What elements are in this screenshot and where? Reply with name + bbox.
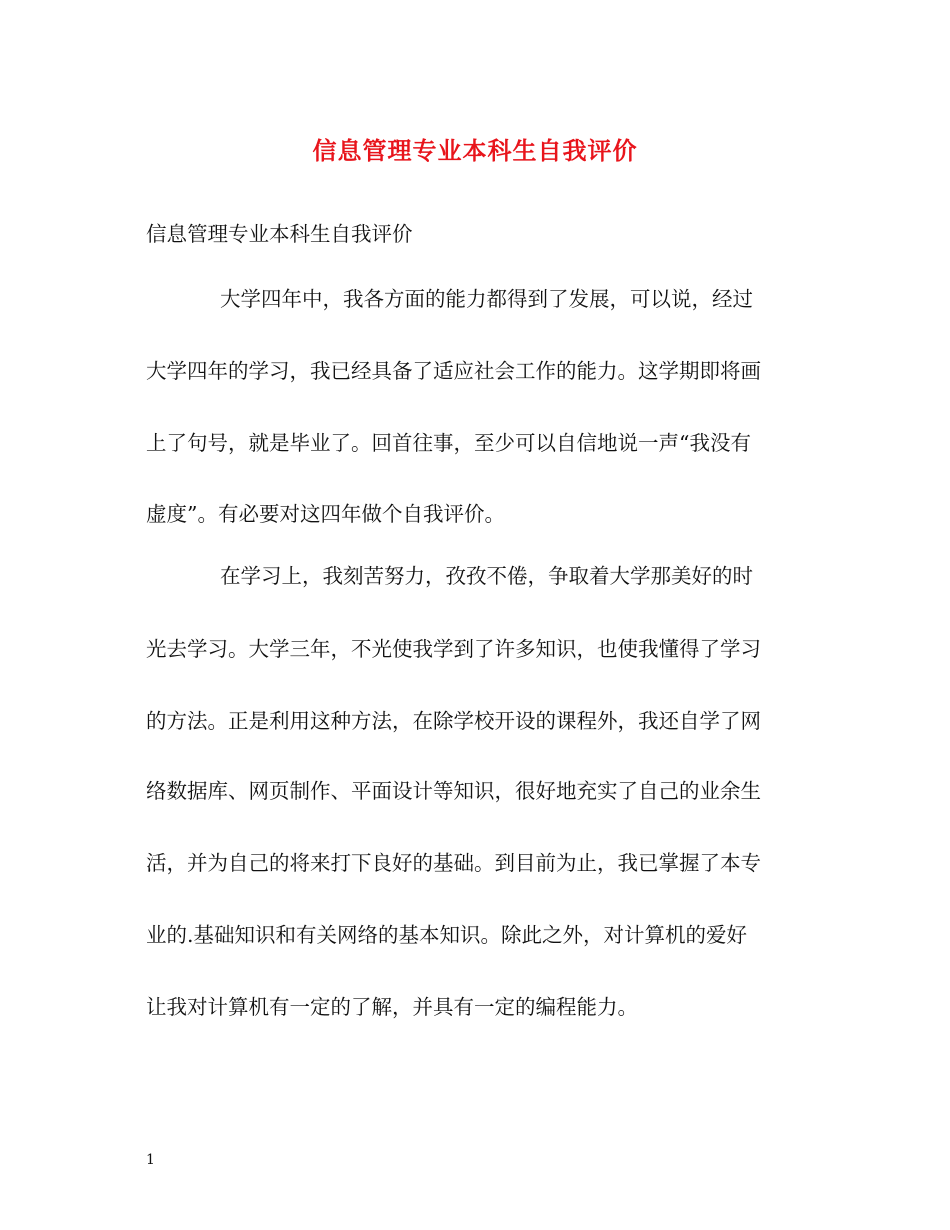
- paragraph-line: 大学四年的学习，我已经具备了适应社会工作的能力。这学期即将画: [146, 359, 761, 383]
- document-title: 信息管理专业本科生自我评价: [312, 136, 638, 165]
- document-subtitle: 信息管理专业本科生自我评价: [146, 222, 413, 246]
- paragraph-line: 大学四年中，我各方面的能力都得到了发展，可以说，经过: [220, 287, 753, 311]
- paragraph-line: 活，并为自己的将来打下良好的基础。到目前为止，我已掌握了本专: [146, 851, 761, 875]
- paragraph-line: 的方法。正是利用这种方法，在除学校开设的课程外，我还自学了网: [146, 709, 761, 733]
- page-number: 1: [146, 1152, 155, 1168]
- paragraph-line: 虚度”。有必要对这四年做个自我评价。: [146, 502, 505, 526]
- paragraph-line: 光去学习。大学三年，不光使我学到了许多知识，也使我懂得了学习: [146, 637, 761, 661]
- paragraph-line: 上了句号，就是毕业了。回首往事，至少可以自信地说一声“我没有: [146, 431, 751, 455]
- paragraph-line: 业的.基础知识和有关网络的基本知识。除此之外，对计算机的爱好: [146, 923, 748, 947]
- paragraph-line: 络数据库、网页制作、平面设计等知识，很好地充实了自己的业余生: [146, 779, 761, 803]
- paragraph-line: 在学习上，我刻苦努力，孜孜不倦，争取着大学那美好的时: [220, 564, 753, 588]
- paragraph-line: 让我对计算机有一定的了解，并具有一定的编程能力。: [146, 995, 638, 1019]
